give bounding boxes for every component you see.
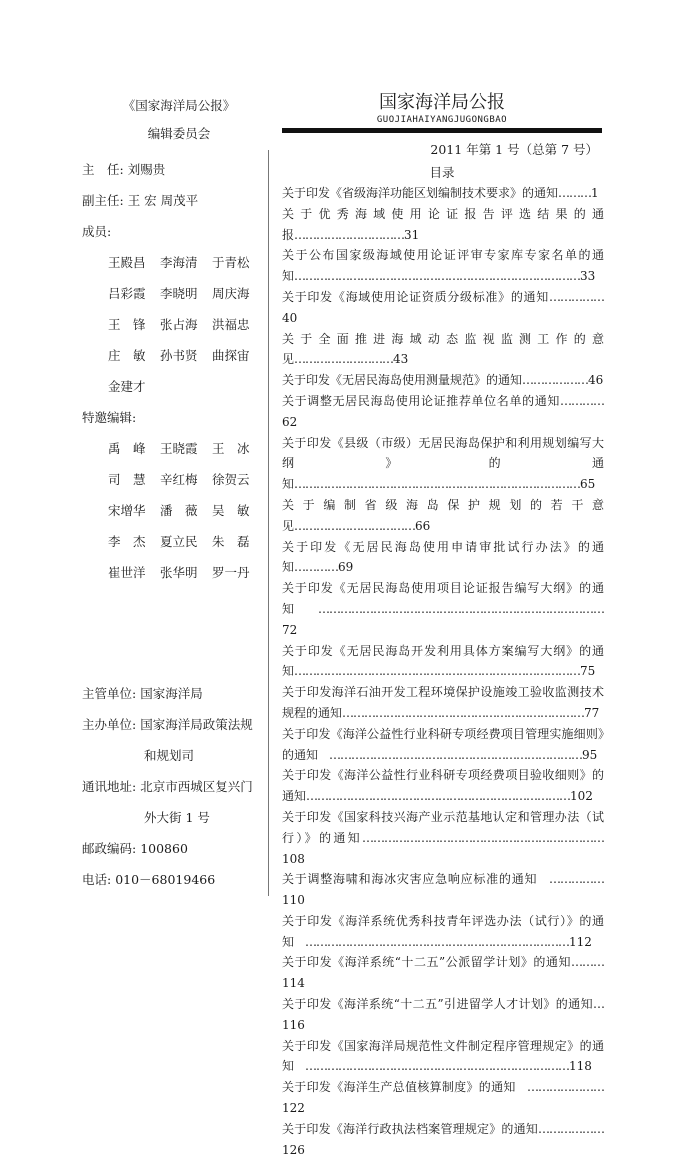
special-row	[108, 495, 268, 526]
phone-line	[82, 864, 272, 895]
postcode-line	[82, 833, 272, 864]
board-title: 《国家海洋局公报》	[122, 98, 236, 113]
sponsor-label: 主办单位:	[82, 717, 137, 732]
toc-item[interactable]	[282, 329, 604, 371]
toc-page: 43	[393, 352, 409, 367]
toc-item-title: 关于公布国家级海域使用论证评审专家库专家名单的通知	[282, 248, 604, 284]
members-row	[108, 309, 268, 340]
bulletin-title: 国家海洋局公报	[379, 92, 505, 113]
toc-item-title: 关于印发《县级（市级）无居民海岛保护和利用规划编写大纲》的通知	[282, 435, 604, 492]
members-row	[108, 278, 268, 309]
toc-item-title: 关于印发《无居民海岛使用测量规范》的通知	[282, 373, 523, 388]
toc-item-title: 关于印发《无居民海岛使用申请审批试行办法》的通知	[282, 539, 604, 575]
postcode-value: 100860	[140, 841, 188, 856]
column-divider	[268, 150, 269, 896]
member-name: 张占海	[160, 317, 198, 332]
toc-leader: ………………………	[294, 352, 394, 367]
toc-item-title: 关于印发《海洋系统“十二五”公派留学计划》的通知	[282, 955, 571, 970]
member-name: 孙书贤	[160, 348, 198, 363]
editor-name: 罗一丹	[212, 565, 250, 580]
toc-page: 66	[415, 518, 431, 533]
toc-item-title: 关于印发《海洋公益性行业科研专项经费项目验收细则》的通知	[282, 768, 604, 804]
member-name: 庄 敏	[108, 348, 146, 363]
toc-leader: …………………………	[294, 227, 405, 242]
toc-page: 33	[580, 269, 596, 284]
members-row	[108, 340, 268, 371]
toc-item-title: 关于印发海洋石油开发工程环境保护设施竣工验收监测技术规程的通知	[282, 685, 604, 720]
deputy-names: 王 宏 周茂平	[127, 193, 199, 208]
toc-page: 102	[570, 789, 593, 804]
toc-item-title: 关于印发《海洋公益性行业科研专项经费项目管理实施细则》的通知	[282, 726, 604, 762]
toc-page: 65	[580, 477, 596, 492]
deputy-label: 副主任:	[82, 193, 124, 208]
toc-item-title: 关于印发《省级海洋功能区划编制技术要求》的通知	[282, 186, 559, 200]
toc-page: 31	[404, 227, 420, 242]
toc-item-title: 关于印发《海洋行政执法档案管理规定》的通知	[282, 1121, 538, 1136]
member-name: 周庆海	[212, 286, 250, 301]
toc-item[interactable]	[282, 433, 604, 495]
toc-item-title: 关于印发《国家海洋局规范性文件制定程序管理规定》的通知	[282, 1038, 604, 1074]
postcode-label: 邮政编码:	[82, 841, 137, 856]
toc-page: 75	[580, 664, 596, 679]
members-row	[108, 371, 268, 402]
toc-leader: ………	[558, 186, 592, 200]
toc-page: 46	[588, 373, 604, 388]
toc-leader: ………………………………………………………………	[306, 789, 571, 804]
member-name: 王 锋	[108, 317, 146, 332]
editor-name: 李 杰	[108, 534, 146, 549]
address-line-2: 外大街 1 号	[144, 810, 210, 825]
toc-page: 62	[282, 414, 298, 429]
toc-item[interactable]	[282, 495, 604, 537]
toc-item[interactable]	[282, 765, 604, 807]
bulletin-pinyin: GUOJIAHAIYANGJUGONGBAO	[376, 115, 508, 125]
toc-page: 126	[282, 1142, 305, 1157]
members-label: 成员:	[82, 224, 112, 239]
toc-leader: ………………	[522, 373, 589, 388]
header-rule	[282, 128, 602, 133]
editor-name: 司 慧	[108, 472, 146, 487]
editor-name: 潘 薇	[160, 503, 198, 518]
special-row	[108, 557, 268, 588]
toc-leader: ……………………………………………………………………	[294, 477, 581, 492]
phone-label: 电话:	[82, 872, 112, 887]
member-name: 李海清	[160, 255, 198, 270]
issue-number: 2011 年第 1 号（总第 7 号）	[430, 142, 598, 157]
editor-name: 王 冰	[212, 441, 250, 456]
toc-item-title: 关于印发《海洋系统优秀科技青年评选办法（试行）》的通知	[282, 913, 604, 949]
toc-item[interactable]	[282, 1119, 604, 1160]
sponsor-value: 国家海洋局政策法规	[140, 717, 253, 732]
member-name: 于青松	[212, 255, 250, 270]
toc-item[interactable]	[282, 1036, 604, 1078]
editor-name: 王晓霞	[160, 441, 198, 456]
toc-item[interactable]	[282, 370, 604, 391]
toc-page: 95	[582, 747, 598, 762]
toc-page: 40	[282, 310, 298, 325]
member-name: 王殿昌	[108, 255, 146, 270]
editor-name: 辛红梅	[160, 472, 198, 487]
toc-page: 110	[282, 893, 305, 908]
editor-name: 夏立民	[160, 534, 198, 549]
director-line	[82, 154, 268, 185]
toc-leader: ……………………………………………………………………	[300, 601, 604, 616]
toc-leader: ……………………………………………………………………	[294, 269, 581, 284]
toc-item[interactable]	[282, 952, 604, 994]
toc-leader: …………………………………………………………	[362, 830, 604, 845]
editor-name: 吴 敏	[212, 503, 250, 518]
toc-leader: ……………………………………………………………	[318, 747, 583, 762]
toc-leader: ……………	[537, 872, 604, 887]
toc-item[interactable]	[282, 245, 604, 287]
phone-value: 010－68019466	[115, 872, 216, 887]
toc-item[interactable]	[282, 641, 604, 683]
members-row	[108, 247, 268, 278]
toc-leader: ……………………………	[294, 518, 416, 533]
toc-item[interactable]	[282, 391, 604, 433]
toc-item[interactable]	[282, 869, 604, 911]
toc-item[interactable]	[282, 287, 604, 329]
address-line	[82, 771, 272, 802]
toc-page: 72	[282, 622, 298, 637]
sponsor-line-2: 和规划司	[144, 748, 195, 763]
toc-item-title: 关于调整无居民海岛使用论证推荐单位名单的通知	[282, 393, 560, 408]
member-name: 李晓明	[160, 286, 198, 301]
toc-leader: ……………	[549, 289, 604, 304]
toc-leader: ………………………………………………………………	[294, 934, 570, 949]
address-value: 北京市西城区复兴门	[140, 779, 253, 794]
toc-item[interactable]	[282, 911, 604, 953]
toc-leader: ………………	[538, 1121, 604, 1136]
toc-leader: ………	[571, 955, 604, 970]
toc-page: 118	[569, 1059, 592, 1074]
toc-item-title: 关于印发《海域使用论证资质分级标准》的通知	[282, 289, 549, 304]
special-editors-label: 特邀编辑:	[82, 410, 137, 425]
toc-leader: …………	[294, 560, 339, 575]
toc-item[interactable]	[282, 183, 604, 204]
toc-page: 112	[569, 934, 592, 949]
toc-page: 122	[282, 1101, 305, 1116]
director-label: 主 任:	[82, 162, 124, 177]
toc-item-title: 关于编制省级海岛保护规划的若干意见	[282, 497, 604, 533]
editor-name: 徐贺云	[212, 472, 250, 487]
editor-name: 朱 磊	[212, 534, 250, 549]
toc-leader: …………………………………………………………	[342, 705, 585, 720]
toc-item[interactable]	[282, 578, 604, 640]
member-name: 洪福忠	[212, 317, 250, 332]
toc-leader: …	[593, 997, 604, 1012]
toc-item[interactable]	[282, 807, 604, 869]
director-name: 刘赐贵	[127, 162, 166, 177]
toc-title: 目录	[429, 165, 455, 180]
members-list	[82, 247, 268, 402]
toc-leader: ……………………………………………………………………	[294, 664, 581, 679]
toc-item-title: 关于调整海啸和海冰灾害应急响应标准的通知	[282, 872, 538, 887]
member-name: 吕彩霞	[108, 286, 146, 301]
toc-leader: ………………………………………………………………	[294, 1059, 570, 1074]
special-editors-list	[82, 433, 268, 588]
special-row	[108, 464, 268, 495]
sponsor-line	[82, 709, 272, 740]
toc-item-title: 关于印发《无居民海岛使用项目论证报告编写大纲》的通知	[282, 581, 604, 616]
toc-item-title: 关于印发《国家科技兴海产业示范基地认定和管理办法（试行）》的通知	[282, 809, 604, 845]
editor-name: 宋增华	[108, 503, 146, 518]
toc-item-title: 关于印发《无居民海岛开发利用具体方案编写大纲》的通知	[282, 643, 604, 679]
editor-name: 张华明	[160, 565, 198, 580]
toc-leader: …………………	[515, 1080, 604, 1095]
toc-leader: …………	[560, 393, 604, 408]
toc-item[interactable]	[282, 682, 604, 724]
board-subtitle: 编辑委员会	[147, 126, 211, 141]
member-name: 金建才	[108, 379, 146, 394]
deputy-line	[82, 185, 268, 216]
toc-item[interactable]	[282, 1077, 604, 1119]
editor-name: 崔世洋	[108, 565, 146, 580]
toc-item-title: 关于印发《海洋系统“十二五”引进留学人才计划》的通知	[282, 997, 593, 1012]
toc-page: 1	[591, 186, 599, 200]
toc-item[interactable]	[282, 537, 604, 579]
toc-item-title: 关于印发《海洋生产总值核算制度》的通知	[282, 1080, 516, 1095]
editor-name: 禹 峰	[108, 441, 146, 456]
toc-item-title: 关于优秀海域使用论证报告评选结果的通报	[282, 206, 604, 242]
toc-item[interactable]	[282, 994, 604, 1036]
address-label: 通讯地址:	[82, 779, 137, 794]
toc-page: 69	[338, 560, 354, 575]
special-row	[108, 433, 268, 464]
toc-page: 116	[282, 1017, 305, 1032]
special-row	[108, 526, 268, 557]
publication-info	[82, 678, 272, 895]
toc-item[interactable]	[282, 724, 604, 766]
supervisor-value: 国家海洋局	[140, 686, 203, 701]
toc-item-title: 关于全面推进海域动态监视监测工作的意见	[282, 331, 604, 367]
toc-page: 77	[584, 705, 600, 720]
member-name: 曲探宙	[212, 348, 250, 363]
supervisor-line	[82, 678, 272, 709]
table-of-contents	[282, 183, 604, 1160]
toc-page: 114	[282, 976, 305, 991]
toc-item[interactable]	[282, 204, 604, 246]
toc-page: 108	[282, 851, 305, 866]
supervisor-label: 主管单位:	[82, 686, 137, 701]
editorial-board	[82, 96, 268, 588]
